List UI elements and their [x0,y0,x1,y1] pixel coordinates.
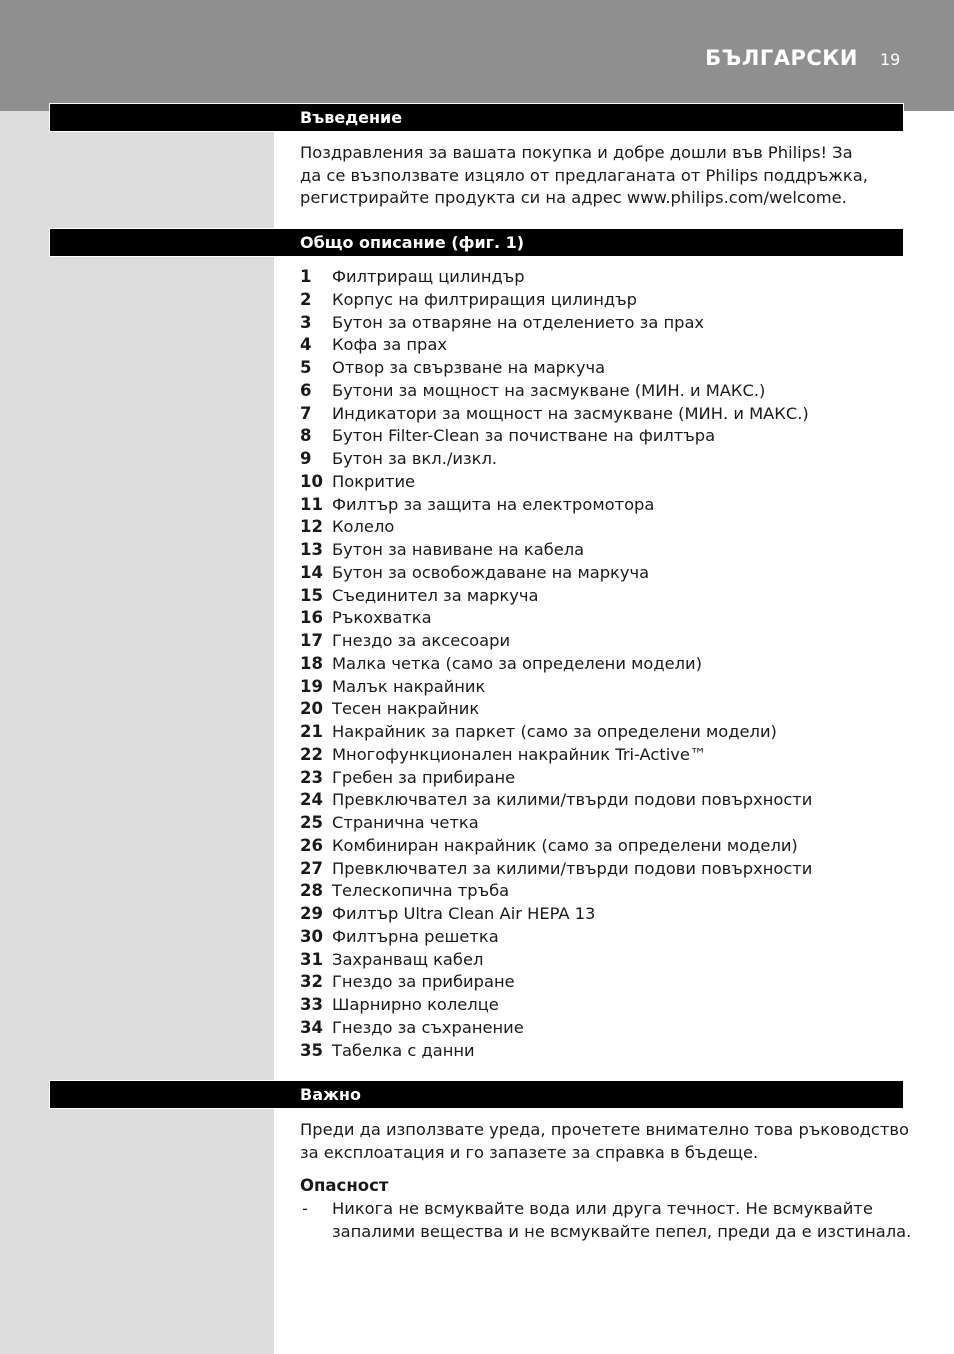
part-number: 11 [300,494,323,514]
list-item [300,767,900,790]
list-item [300,607,900,630]
part-label: Комбиниран накрайник (само за определени модели) [332,835,798,855]
part-label: Бутон за навиване на кабела [332,540,585,559]
part-number: 13 [300,540,323,559]
part-number: 35 [300,1040,323,1060]
part-number: 25 [300,813,323,832]
page-header-band [0,0,954,111]
part-label: Гребен за прибиране [332,767,516,787]
part-label: Гнездо за аксесоари [332,631,511,650]
part-label: Тесен накрайник [332,699,480,719]
part-number: 18 [300,653,323,673]
list-item [300,789,900,812]
list-item [300,585,900,608]
list-item [300,425,900,448]
list-item [300,380,900,403]
part-label: Малък накрайник [332,676,486,696]
intro-line: регистрирайте продукта си на адрес www.philips.com/welcome. [300,188,847,207]
section-title-general: Общо описание (фиг. 1) [300,233,525,252]
part-number: 5 [300,358,312,377]
list-item [300,448,900,471]
part-number: 22 [300,744,323,764]
section-header-general [49,228,904,257]
part-number: 8 [300,426,312,446]
part-number: 24 [300,790,323,810]
list-item [300,494,900,517]
list-item [300,971,900,994]
part-label: Гнездо за прибиране [332,972,515,992]
part-number: 32 [300,972,323,992]
list-item [300,1017,900,1040]
list-item [300,312,900,335]
part-label: Малка четка (само за определени модели) [332,653,702,673]
part-label: Шарнирно колелце [332,995,499,1014]
list-item [300,630,900,653]
list-item [300,357,900,380]
list-item [300,471,900,494]
language-title: БЪЛГАРСКИ [705,46,858,70]
list-item [300,403,900,426]
section-title-intro: Въведение [300,108,403,127]
part-label: Телескопична тръба [332,881,510,901]
part-label: Покритие [332,471,416,491]
bullet-text [332,1198,912,1243]
part-number: 17 [300,631,323,650]
intro-line: Поздравления за вашата покупка и добре дошли във Philips! За [300,143,853,162]
part-label: Филтър Ultra Clean Air HEPA 13 [332,904,596,923]
list-item [300,676,900,699]
part-label: Колело [332,517,395,537]
list-item [300,903,900,926]
part-number: 27 [300,858,323,878]
list-item [300,926,900,949]
list-item [300,289,900,312]
list-item [300,835,900,858]
part-number: 30 [300,926,323,946]
part-label: Корпус на филтриращия цилиндър [332,289,637,309]
list-item [300,653,900,676]
list-item [300,266,900,289]
part-label: Гнездо за съхранение [332,1017,524,1037]
part-label: Бутони за мощност на засмукване (МИН. и МАКС.) [332,380,766,400]
list-item [300,539,900,562]
list-item [300,516,900,539]
part-number: 19 [300,676,323,696]
list-item [300,562,900,585]
list-item [300,949,900,972]
list-item [300,994,900,1017]
part-label: Табелка с данни [332,1040,475,1060]
part-number: 34 [300,1017,323,1037]
danger-heading: Опасност [300,1176,389,1195]
part-label: Многофункционален накрайник Tri-Active™ [332,744,707,764]
part-number: 23 [300,767,323,787]
page-number: 19 [880,50,901,69]
bullet-dash: - [302,1199,308,1218]
part-number: 12 [300,517,323,537]
part-number: 28 [300,881,323,901]
part-label: Съединител за маркуча [332,585,539,605]
section-header-intro [49,103,904,132]
part-number: 4 [300,335,312,355]
important-line: за експлоатация и го запазете за справка в бъдеще. [300,1142,759,1162]
part-number: 21 [300,722,323,741]
part-number: 6 [300,380,312,400]
bullet-line: Никога не всмуквайте вода или друга течност. Не всмуквайте [332,1199,873,1218]
part-label: Бутон за освобождаване на маркуча [332,562,650,582]
part-number: 29 [300,904,323,923]
parts-list [300,266,900,1062]
part-number: 33 [300,995,323,1014]
list-item [300,858,900,881]
important-line: Преди да използвате уреда, прочетете внимателно това ръководство [300,1120,909,1139]
part-number: 1 [300,267,312,286]
part-label: Бутон Filter-Clean за почистване на филтъра [332,426,716,446]
intro-line: да се възползвате изцяло от предлаганата от Philips поддръжка, [300,165,868,185]
part-label: Превключвател за килими/твърди подови повърхности [332,858,813,878]
part-label: Отвор за свързване на маркуча [332,358,606,377]
part-label: Филтриращ цилиндър [332,267,525,286]
list-item [300,698,900,721]
list-item [300,812,900,835]
part-label: Бутон за отваряне на отделението за прах [332,312,705,332]
part-label: Странична четка [332,813,479,832]
part-number: 14 [300,562,323,582]
list-item [300,334,900,357]
left-margin-column [0,111,274,1354]
part-number: 20 [300,699,323,719]
part-number: 16 [300,608,323,628]
part-number: 31 [300,949,323,969]
part-label: Бутон за вкл./изкл. [332,449,498,468]
list-item [300,744,900,767]
part-number: 10 [300,471,323,491]
important-paragraph [300,1119,909,1164]
part-number: 3 [300,312,312,332]
part-number: 2 [300,289,312,309]
part-number: 15 [300,585,323,605]
part-number: 7 [300,403,312,423]
part-label: Филтър за защита на електромотора [332,494,655,514]
list-item [300,1040,900,1063]
list-item [300,721,900,744]
part-label: Филтърна решетка [332,926,499,946]
part-label: Индикатори за мощност на засмукване (МИН. и МАКС.) [332,403,809,423]
part-number: 26 [300,835,323,855]
part-number: 9 [300,449,312,468]
part-label: Кофа за прах [332,335,447,355]
bullet-line: запалими вещества и не всмуквайте пепел, преди да е изстинала. [332,1221,912,1241]
intro-paragraph [300,142,898,210]
section-title-important: Важно [300,1085,361,1104]
list-item [300,880,900,903]
part-label: Превключвател за килими/твърди подови повърхности [332,790,813,810]
part-label: Захранващ кабел [332,949,484,969]
part-label: Ръкохватка [332,608,432,628]
part-label: Накрайник за паркет (само за определени модели) [332,722,777,741]
section-header-important [49,1080,904,1109]
